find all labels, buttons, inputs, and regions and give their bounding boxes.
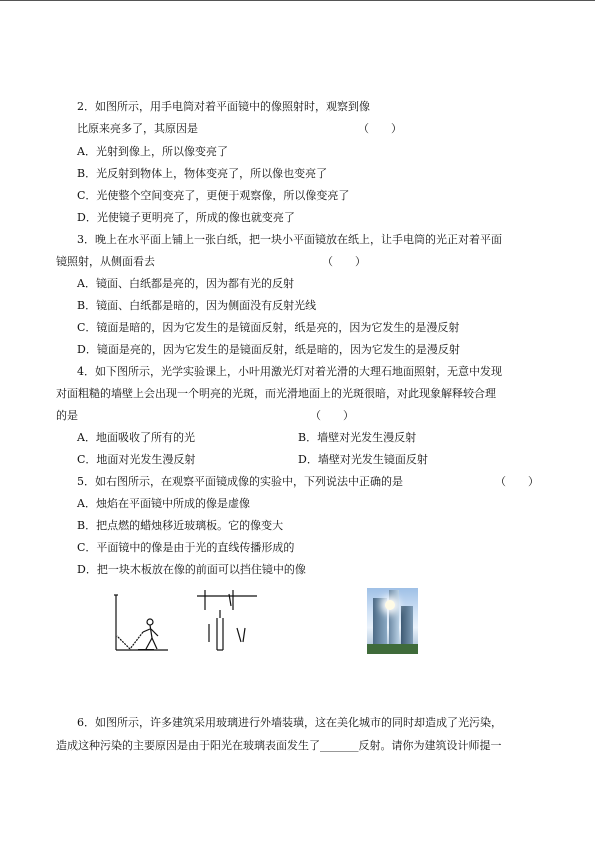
sun-glare-icon: [385, 600, 395, 610]
q2-option-a: A．光射到像上，所以像变亮了: [77, 145, 228, 158]
glass-building-photo: [367, 588, 418, 654]
q2-option-b: B．光反射到物体上，物体变亮了，所以像也变亮了: [77, 167, 328, 180]
q3-option-a: A．镜面、白纸都是亮的，因为都有光的反射: [77, 277, 294, 290]
q4-stem-line3: 的是: [56, 409, 78, 422]
laser-wall-figure: [108, 592, 170, 654]
q5-stem: 5．如右图所示，在观察平面镜成像的实验中，下列说法中正确的是: [77, 475, 403, 488]
q4-option-b: B．墙壁对光发生漫反射: [298, 431, 417, 444]
q4-option-c: C．地面对光发生漫反射: [77, 453, 196, 466]
q3-option-c: C．镜面是暗的，因为它发生的是镜面反射，纸是亮的，因为它发生的是漫反射: [77, 321, 460, 334]
q5-option-c: C．平面镜中的像是由于光的直线传播形成的: [77, 541, 295, 554]
q2-stem-line1: 2．如图所示，用手电筒对着平面镜中的像照射时，观察到像: [77, 100, 370, 113]
q4-option-d: D．墙壁对光发生镜面反射: [298, 453, 428, 466]
q6-stem-line1: 6．如图所示，许多建筑采用玻璃进行外墙装璜，这在美化城市的同时却造成了光污染，: [77, 716, 502, 729]
mirror-candle-figure: [193, 588, 259, 654]
q4-option-a: A．地面吸收了所有的光: [77, 431, 195, 444]
q4-stem-line1: 4．如下图所示，光学实验课上，小叶用激光灯对着光滑的大理石地面照射，无意中发现: [77, 365, 502, 378]
q3-stem-line2: 镜照射，从侧面看去: [56, 255, 155, 268]
q3-option-b: B．镜面、白纸都是暗的，因为侧面没有反射光线: [77, 299, 317, 312]
q5-option-d: D．把一块木板放在像的前面可以挡住镜中的像: [77, 563, 306, 576]
q2-option-c: C．光使整个空间变亮了，更便于观察像，所以像变亮了: [77, 189, 350, 202]
q3-answer-blank: （ ）: [322, 255, 366, 268]
q3-stem-line1: 3．晚上在水平面上铺上一张白纸，把一块小平面镜放在纸上，让手电筒的光正对着平面: [77, 233, 502, 246]
q4-answer-blank: （ ）: [310, 409, 354, 422]
q4-stem-line2: 对面粗糙的墙壁上会出现一个明亮的光斑，而光滑地面上的光斑很暗，对此现象解释较合理: [56, 387, 496, 400]
top-border: [0, 0, 595, 1]
q5-answer-blank: （ ）: [495, 475, 539, 488]
q2-answer-blank: （ ）: [358, 122, 402, 135]
q5-option-b: B．把点燃的蜡烛移近玻璃板。它的像变大: [77, 519, 284, 532]
q2-option-d: D．光使镜子更明亮了，所成的像也就变亮了: [77, 211, 295, 224]
q2-stem-line2: 比原来亮多了，其原因是: [77, 122, 198, 135]
laser-beam: [130, 632, 143, 649]
q3-option-d: D．镜面是亮的，因为它发生的是镜面反射，纸是暗的，因为它发生的是漫反射: [77, 343, 460, 356]
q5-option-a: A．烛焰在平面镜中所成的像是虚像: [77, 497, 250, 510]
q6-stem-line2: 造成这种污染的主要原因是由于阳光在玻璃表面发生了_______反射。请你为建筑设计师提一: [56, 739, 502, 752]
person-head: [147, 619, 153, 625]
